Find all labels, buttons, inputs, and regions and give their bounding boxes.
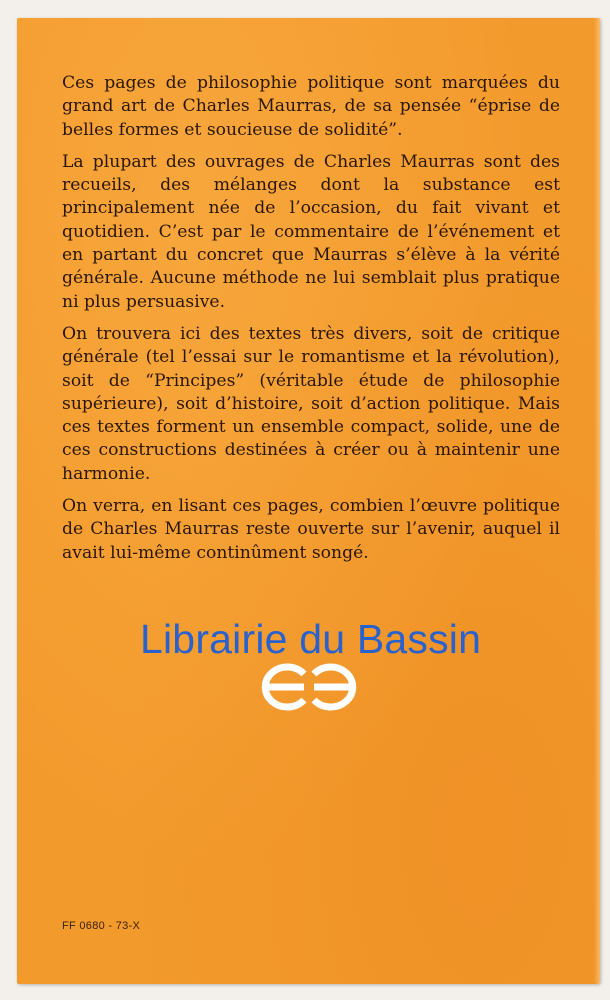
blurb-paragraph-1: Ces pages de philosophie politique sont marquées du grand art de Charles Maurras, de sa pensée “éprise de belles formes et soucieuse de solidité”. — [62, 73, 560, 140]
catalog-code: FF 0680 - 73-X — [62, 920, 141, 932]
blurb-paragraph-4: On verra, en lisant ces pages, combien l’œuvre politique de Charles Maurras reste ouverte sur l’avenir, auquel il avait lui-même continûment songé. — [62, 496, 560, 563]
blurb-text — [62, 72, 560, 574]
blurb-paragraph-2: La plupart des ouvrages de Charles Maurras sont des recueils, des mélanges dont la substance est principalement née de l’occasion, du fait vivant et quotidien. C’est par le commentaire de l’événement et en partant du concret que Maurras s’élève à la vérité générale. Aucune méthode ne lui semblait plus pratique ni plus persuasive. — [62, 151, 560, 312]
blurb-paragraph-3: On trouvera ici des textes très divers, soit de critique générale (tel l’essai sur le romantisme et la révolution), soit de “Principes” (véritable étude de philosophie supérieure), soit d’histoire, soit d’action politique. Mais ces textes forment un ensemble compact, solide, une de ces constructions destinées à créer ou à maintenir une harmonie. — [62, 323, 560, 484]
seller-watermark: Librairie du Bassin — [140, 616, 482, 662]
cover-edge — [594, 18, 600, 984]
publisher-logo-icon — [252, 660, 366, 714]
